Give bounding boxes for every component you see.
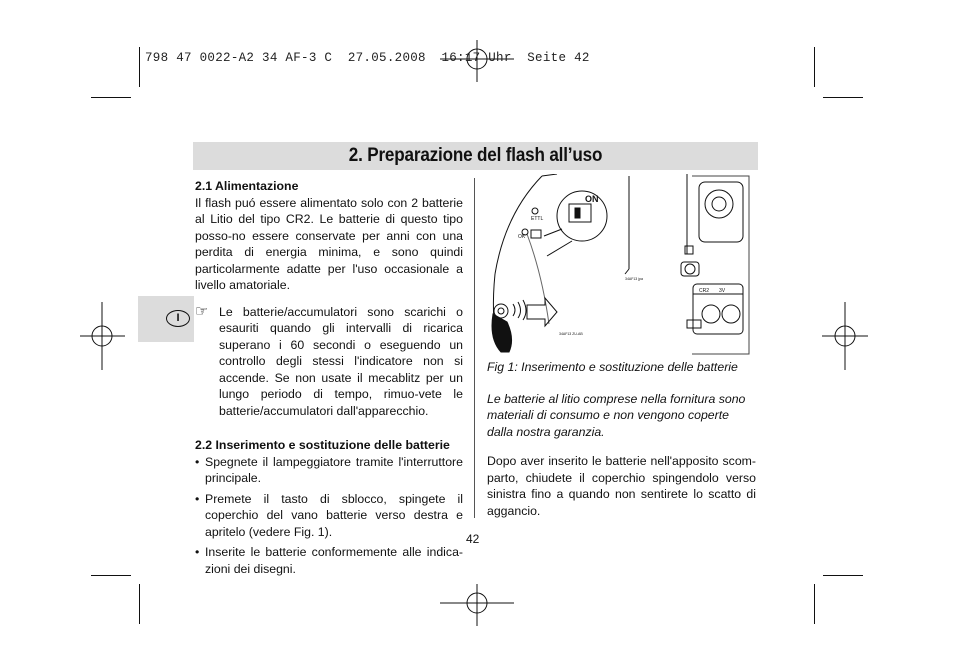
figure-ref-right: 34AF13 jpa xyxy=(625,277,643,281)
registration-mark-left xyxy=(80,302,125,370)
note-block xyxy=(195,304,463,420)
battery-door-icon xyxy=(699,182,743,242)
ettl-led-icon xyxy=(532,208,538,214)
power-body: Il flash puó essere alimentato solo con 2 batterie al Litio del tipo CR2. Le batterie di questo tipo posso-no essere conservate per anni con una perdita di energia minima, e sono quindi particolarmente adatte per l'uso occasionale a livello amatoriale. xyxy=(195,195,463,292)
figure-label-ok: OK xyxy=(518,234,526,240)
figure-label-cr2: CR2 xyxy=(699,288,710,294)
language-tab xyxy=(138,296,194,342)
section-heading-battery: 2.2 Inserimento e sostituzione delle batterie xyxy=(195,438,450,452)
bullet-item: • Premete il tasto di sblocco, spingete il coperchio del vano batterie verso destra e apritelo (vedere Fig. 1). xyxy=(195,491,463,541)
print-slug-line: 798 47 0022-A2 34 AF-3 C 27.05.2008 16:17 Uhr Seite 42 xyxy=(145,51,590,65)
registration-mark-bottom xyxy=(440,584,514,626)
bullet-item: • Spegnete il lampeggiatore tramite l'interruttore principale. xyxy=(195,454,463,487)
switch-zoom-circle xyxy=(557,191,607,241)
title-band xyxy=(193,142,758,170)
note-text: Le batterie/accumulatori sono scarichi o esauriti quando gli intervalli di ricarica superano i 60 secondi o eseguendo un controllo degli stessi l'indicatore non si accende. Se non usate il mecablitz per un lungo periodo di tempo, rimuo-vete le batterie/accumulatori dall'apparecchio. xyxy=(219,304,463,418)
page-title: 2. Preparazione del flash all’uso xyxy=(348,145,603,166)
figure-label-on: ON xyxy=(585,194,599,204)
pointing-hand-icon: ☞ xyxy=(195,302,209,320)
page-number: 42 xyxy=(466,532,480,546)
language-tab-label: I xyxy=(166,310,190,327)
finger-icon xyxy=(492,314,512,352)
battery-figure xyxy=(487,174,759,356)
signal-waves-icon xyxy=(513,300,526,320)
figure-label-ettl: ETTL xyxy=(531,216,544,222)
registration-mark-right xyxy=(822,302,868,370)
closing-paragraph: Dopo aver inserito le batterie nell'apposito scom-parto, chiudete il coperchio spingendolo verso sinistra fino a quando non sentirete lo scatto di aggancio. xyxy=(487,454,756,518)
figure-label-volt: 3V xyxy=(719,288,726,294)
warranty-note: Le batterie al litio comprese nella fornitura sono materiali di consumo e non vengono coperte dalla nostra garanzia. xyxy=(487,391,746,439)
right-column xyxy=(487,359,756,519)
section-heading-power: 2.1 Alimentazione xyxy=(195,179,299,193)
figure-caption: Fig 1: Inserimento e sostituzione delle batterie xyxy=(487,360,738,374)
slide-arrow-icon xyxy=(527,298,557,326)
bullet-item: • Inserite le batterie conformemente alle indica-zioni dei disegni. xyxy=(195,544,463,577)
figure-ref-left: 34AF13 ZU-AB xyxy=(559,332,583,336)
left-column xyxy=(195,178,463,577)
column-divider xyxy=(474,178,475,518)
